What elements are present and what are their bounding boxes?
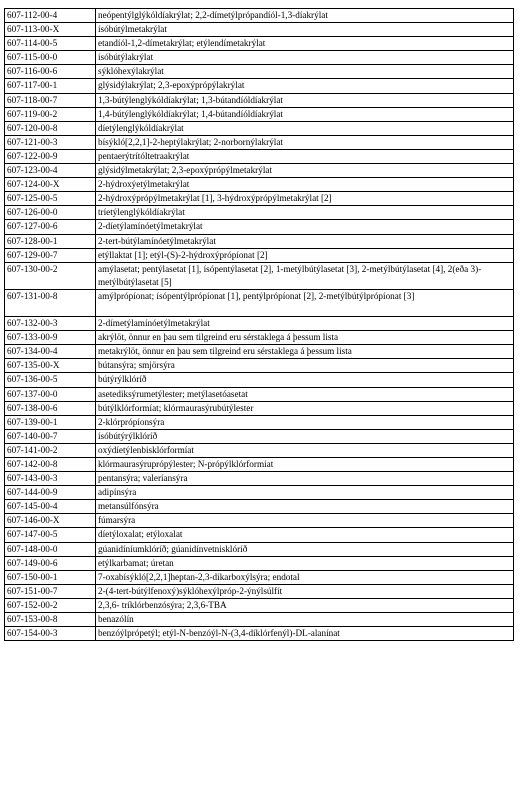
index-number-cell: 607-144-00-9 <box>5 486 96 500</box>
table-row <box>5 220 514 234</box>
index-number-cell: 607-115-00-0 <box>5 51 96 65</box>
index-number-cell: 607-131-00-8 <box>5 289 96 316</box>
substance-name-cell: pentansýra; valeríansýra <box>96 472 514 486</box>
index-number-cell: 607-134-00-4 <box>5 345 96 359</box>
index-number-cell: 607-116-00-6 <box>5 65 96 79</box>
index-number-cell: 607-136-00-5 <box>5 373 96 387</box>
substance-name-cell: benzóýlprópetýl; etýl-N-benzóýl-N-(3,4-díklórfenýl)-DL-alanínat <box>96 627 514 641</box>
substance-name-cell: díetýloxalat; etýloxalat <box>96 528 514 542</box>
substance-name-cell: bísýkló[2,2,1]-2-heptýlakrýlat; 2-norbornýlakrýlat <box>96 135 514 149</box>
substance-name-cell: etýlkarbamat; úretan <box>96 556 514 570</box>
table-row <box>5 472 514 486</box>
table-row <box>5 401 514 415</box>
table-row <box>5 584 514 598</box>
table-row <box>5 262 514 289</box>
table-row <box>5 415 514 429</box>
substance-name-cell: 1,4-bútýlenglýkóldíakrýlat; 1,4-bútandíóldíakrýlat <box>96 107 514 121</box>
substance-name-cell: 1,3-bútýlenglýkóldíakrýlat; 1,3-bútandíóldíakrýlat <box>96 93 514 107</box>
index-number-cell: 607-152-00-2 <box>5 598 96 612</box>
table-row <box>5 598 514 612</box>
substance-name-cell: 2-dímetýlamínóetýlmetakrýlat <box>96 317 514 331</box>
index-number-cell: 607-140-00-7 <box>5 429 96 443</box>
table-row <box>5 627 514 641</box>
index-number-cell: 607-146-00-X <box>5 514 96 528</box>
table-row <box>5 135 514 149</box>
substance-name-cell: 2-hýdroxýprópýlmetakrýlat [1], 3-hýdroxýprópýlmetakrýlat [2] <box>96 192 514 206</box>
substance-name-cell: fúmarsýra <box>96 514 514 528</box>
index-number-cell: 607-150-00-1 <box>5 570 96 584</box>
substance-name-cell: ísóbútýlmetakrýlat <box>96 23 514 37</box>
table-row <box>5 542 514 556</box>
substance-name-cell: pentaerýtrítóltetraakrýlat <box>96 149 514 163</box>
index-number-cell: 607-113-00-X <box>5 23 96 37</box>
table-row <box>5 387 514 401</box>
index-number-cell: 607-147-00-5 <box>5 528 96 542</box>
index-number-cell: 607-151-00-7 <box>5 584 96 598</box>
index-number-cell: 607-127-00-6 <box>5 220 96 234</box>
index-number-cell: 607-145-00-4 <box>5 500 96 514</box>
substance-name-cell: benazólín <box>96 613 514 627</box>
table-row <box>5 164 514 178</box>
substance-name-cell: 2-tert-bútýlamínóetýlmetakrýlat <box>96 234 514 248</box>
index-number-cell: 607-139-00-1 <box>5 415 96 429</box>
substance-name-cell: bútýrýlklóríð <box>96 373 514 387</box>
substance-name-cell: etandíól-1,2-dímetakrýlat; etýlendímetakrýlat <box>96 37 514 51</box>
substance-name-cell: metakrýlöt, önnur en þau sem tilgreind eru sérstaklega á þessum lista <box>96 345 514 359</box>
substance-name-cell: glýsidýlmetakrýlat; 2,3-epoxýprópýlmetakrýlat <box>96 164 514 178</box>
table-row <box>5 429 514 443</box>
index-number-cell: 607-114-00-5 <box>5 37 96 51</box>
index-number-cell: 607-112-00-4 <box>5 9 96 23</box>
table-row <box>5 458 514 472</box>
substance-table <box>4 8 514 641</box>
table-row <box>5 93 514 107</box>
substance-name-cell: etýllaktat [1]; etýl-(S)-2-hýdroxýprópíonat [2] <box>96 248 514 262</box>
table-row <box>5 178 514 192</box>
index-number-cell: 607-149-00-6 <box>5 556 96 570</box>
index-number-cell: 607-153-00-8 <box>5 613 96 627</box>
table-row <box>5 51 514 65</box>
substance-name-cell: 2-(4-tert-bútýlfenoxý)sýklóhexýlpróp-2-ýnýlsúlfít <box>96 584 514 598</box>
table-row <box>5 500 514 514</box>
index-number-cell: 607-133-00-9 <box>5 331 96 345</box>
substance-name-cell: asetediksýrumetýlester; metýlasetóasetat <box>96 387 514 401</box>
table-row <box>5 23 514 37</box>
index-number-cell: 607-142-00-8 <box>5 458 96 472</box>
substance-name-cell: oxýdíetýlenbisklórformíat <box>96 443 514 457</box>
index-number-cell: 607-118-00-7 <box>5 93 96 107</box>
substance-name-cell: amýlprópíonat; ísópentýlprópíonat [1], pentýlprópíonat [2], 2-metýlbútýlprópíonat [3] <box>96 289 514 316</box>
table-row <box>5 331 514 345</box>
substance-name-cell: gúanidíníumklóríð; gúanidínvetnisklóríð <box>96 542 514 556</box>
index-number-cell: 607-137-00-0 <box>5 387 96 401</box>
index-number-cell: 607-122-00-9 <box>5 149 96 163</box>
index-number-cell: 607-126-00-0 <box>5 206 96 220</box>
substance-table-body <box>5 9 514 641</box>
substance-name-cell: bútansýra; smjörsýra <box>96 359 514 373</box>
substance-name-cell: amýlasetat; pentýlasetat [1], ísópentýlasetat [2], 1-metýlbútýlasetat [3], 2-metýlbútýlasetat [4], 2(eða 3)-metýlbútýlasetat [5] <box>96 262 514 289</box>
table-row <box>5 528 514 542</box>
table-row <box>5 373 514 387</box>
table-row <box>5 37 514 51</box>
index-number-cell: 607-148-00-0 <box>5 542 96 556</box>
index-number-cell: 607-117-00-1 <box>5 79 96 93</box>
table-row <box>5 359 514 373</box>
index-number-cell: 607-119-00-2 <box>5 107 96 121</box>
table-row <box>5 65 514 79</box>
substance-name-cell: klórmaurasýruprópýlester; N-própýlklórformíat <box>96 458 514 472</box>
index-number-cell: 607-120-00-8 <box>5 121 96 135</box>
substance-name-cell: ísóbútýrýlklóríð <box>96 429 514 443</box>
substance-name-cell: 7-oxabísýkló[2,2,1]heptan-2,3-díkarboxýlsýra; endotal <box>96 570 514 584</box>
index-number-cell: 607-130-00-2 <box>5 262 96 289</box>
index-number-cell: 607-123-00-4 <box>5 164 96 178</box>
index-number-cell: 607-143-00-3 <box>5 472 96 486</box>
table-row <box>5 289 514 316</box>
table-row <box>5 121 514 135</box>
index-number-cell: 607-121-00-3 <box>5 135 96 149</box>
substance-name-cell: 2,3,6- tríklórbenzósýra; 2,3,6-TBA <box>96 598 514 612</box>
substance-name-cell: 2-díetýlamínóetýlmetakrýlat <box>96 220 514 234</box>
substance-name-cell: neópentýlglýkóldíakrýlat; 2,2-dímetýlprópandíól-1,3-díakrýlat <box>96 9 514 23</box>
table-row <box>5 107 514 121</box>
table-row <box>5 514 514 528</box>
table-row <box>5 192 514 206</box>
index-number-cell: 607-138-00-6 <box>5 401 96 415</box>
table-row <box>5 570 514 584</box>
table-row <box>5 345 514 359</box>
index-number-cell: 607-132-00-3 <box>5 317 96 331</box>
substance-name-cell: glýsidýlakrýlat; 2,3-epoxýprópýlakrýlat <box>96 79 514 93</box>
document-page <box>4 8 514 641</box>
substance-name-cell: 2-hýdroxýetýlmetakrýlat <box>96 178 514 192</box>
substance-name-cell: tríetýlenglýkóldíakrýlat <box>96 206 514 220</box>
substance-name-cell: díetýlenglýkóldíakrýlat <box>96 121 514 135</box>
table-row <box>5 234 514 248</box>
index-number-cell: 607-154-00-3 <box>5 627 96 641</box>
table-row <box>5 486 514 500</box>
substance-name-cell: sýklóhexýlakrýlat <box>96 65 514 79</box>
substance-name-cell: 2-klórprópíonsýra <box>96 415 514 429</box>
substance-name-cell: akrýlöt, önnur en þau sem tilgreind eru sérstaklega á þessum lista <box>96 331 514 345</box>
substance-name-cell: ísóbútýlakrýlat <box>96 51 514 65</box>
index-number-cell: 607-124-00-X <box>5 178 96 192</box>
table-row <box>5 443 514 457</box>
table-row <box>5 206 514 220</box>
index-number-cell: 607-141-00-2 <box>5 443 96 457</box>
index-number-cell: 607-125-00-5 <box>5 192 96 206</box>
table-row <box>5 556 514 570</box>
table-row <box>5 317 514 331</box>
table-row <box>5 613 514 627</box>
table-row <box>5 149 514 163</box>
substance-name-cell: adipínsýra <box>96 486 514 500</box>
table-row <box>5 9 514 23</box>
index-number-cell: 607-128-00-1 <box>5 234 96 248</box>
substance-name-cell: metansúlfónsýra <box>96 500 514 514</box>
substance-name-cell: bútýlklórformíat; klórmaurasýrubútýlester <box>96 401 514 415</box>
table-row <box>5 79 514 93</box>
index-number-cell: 607-135-00-X <box>5 359 96 373</box>
index-number-cell: 607-129-00-7 <box>5 248 96 262</box>
table-row <box>5 248 514 262</box>
